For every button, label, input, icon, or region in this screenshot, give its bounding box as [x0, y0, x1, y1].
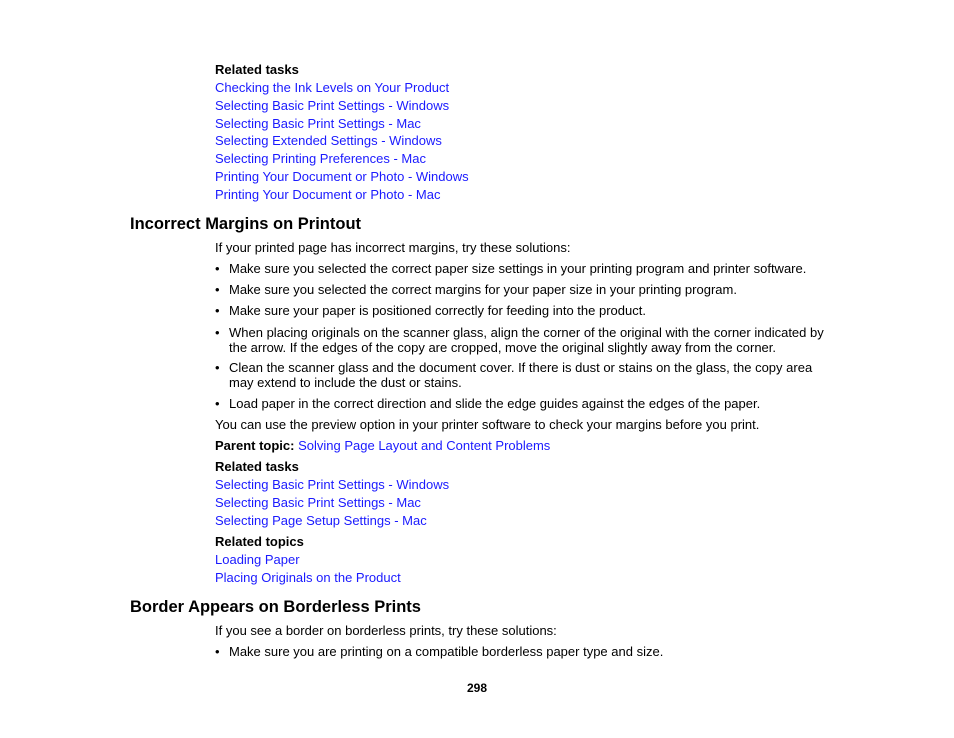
- bullet-icon: •: [215, 360, 220, 375]
- parent-topic: [215, 438, 550, 453]
- list-item: [215, 325, 835, 355]
- list-item-text: Clean the scanner glass and the document cover. If there is dust or stains on the glass, the copy area may extend to include the dust or stains.: [229, 360, 813, 390]
- link-checking-ink-levels[interactable]: Checking the Ink Levels on Your Product: [215, 80, 450, 95]
- section-note: You can use the preview option in your printer software to check your margins before you print.: [215, 417, 760, 432]
- list-item-text: Load paper in the correct direction and slide the edge guides against the edges of the paper.: [229, 396, 761, 411]
- related-tasks-heading: Related tasks: [215, 459, 299, 474]
- parent-topic-label: Parent topic:: [215, 438, 295, 453]
- section-intro: If you see a border on borderless prints, try these solutions:: [215, 623, 557, 638]
- page-number: 298: [466, 681, 488, 695]
- link-basic-print-settings-mac[interactable]: Selecting Basic Print Settings - Mac: [215, 116, 421, 131]
- list-item: [215, 396, 835, 411]
- section-title-border-borderless: Border Appears on Borderless Prints: [130, 598, 421, 616]
- bullet-icon: •: [215, 303, 220, 318]
- list-item: [215, 282, 835, 297]
- bullet-icon: •: [215, 261, 220, 276]
- list-item: [215, 303, 835, 318]
- link-page-setup-settings-mac[interactable]: Selecting Page Setup Settings - Mac: [215, 513, 427, 528]
- list-item-text: Make sure you selected the correct paper size settings in your printing program and printer software.: [229, 261, 807, 276]
- section-title-incorrect-margins: Incorrect Margins on Printout: [130, 215, 362, 233]
- link-basic-print-settings-windows[interactable]: Selecting Basic Print Settings - Windows: [215, 477, 450, 492]
- link-printing-document-mac[interactable]: Printing Your Document or Photo - Mac: [215, 187, 441, 202]
- list-item: [215, 261, 835, 276]
- list-item-text: Make sure your paper is positioned correctly for feeding into the product.: [229, 303, 646, 318]
- related-topics-heading: Related topics: [215, 534, 304, 549]
- link-printing-document-windows[interactable]: Printing Your Document or Photo - Windows: [215, 169, 469, 184]
- section-intro: If your printed page has incorrect margins, try these solutions:: [215, 240, 571, 255]
- bullet-icon: •: [215, 282, 220, 297]
- link-printing-preferences-mac[interactable]: Selecting Printing Preferences - Mac: [215, 151, 426, 166]
- link-placing-originals[interactable]: Placing Originals on the Product: [215, 570, 401, 585]
- bullet-icon: •: [215, 325, 220, 340]
- list-item: [215, 360, 835, 390]
- list-item-text: When placing originals on the scanner glass, align the corner of the original with the corner indicated by the arrow. If the edges of the copy are cropped, move the original slightly away from the corner.: [229, 325, 824, 355]
- list-item-text: Make sure you selected the correct margins for your paper size in your printing program.: [229, 282, 737, 297]
- link-basic-print-settings-windows[interactable]: Selecting Basic Print Settings - Windows: [215, 98, 450, 113]
- related-tasks-heading: Related tasks: [215, 62, 299, 77]
- link-basic-print-settings-mac[interactable]: Selecting Basic Print Settings - Mac: [215, 495, 421, 510]
- list-item-text: Make sure you are printing on a compatible borderless paper type and size.: [229, 644, 664, 659]
- bullet-icon: •: [215, 396, 220, 411]
- list-item: [215, 644, 835, 659]
- link-loading-paper[interactable]: Loading Paper: [215, 552, 300, 567]
- link-parent-topic[interactable]: Solving Page Layout and Content Problems: [298, 438, 551, 453]
- bullet-icon: •: [215, 644, 220, 659]
- link-extended-settings-windows[interactable]: Selecting Extended Settings - Windows: [215, 133, 442, 148]
